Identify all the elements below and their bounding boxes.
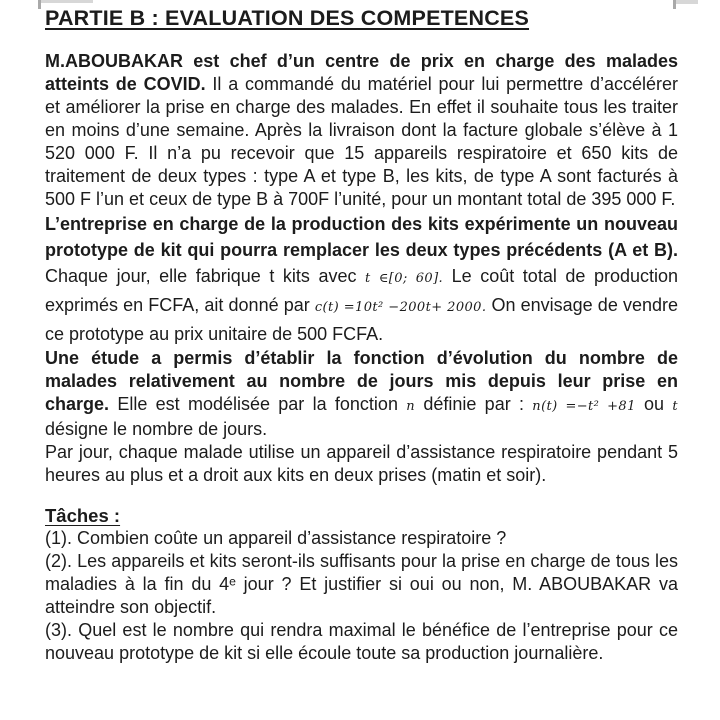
section-title: PARTIE B : EVALUATION DES COMPETENCES [45, 6, 530, 30]
formula-cost-function: c(t) =10t² −200t+ 2000. [314, 300, 487, 315]
study-body-3: ou [635, 394, 673, 414]
variable-n: n [406, 399, 416, 414]
paragraph-study [45, 347, 678, 441]
task-item-1 [45, 527, 678, 550]
intro-bold-lead: M.ABOUBAKAR est chef d’un centre de prix en charge des malades atteints de COVID. [45, 51, 678, 94]
intro-body: Il a commandé du matériel pour lui permettre d’accélérer et améliorer la prise en charge des malades. En effet il souhaite tous les traiter en moins d’une semaine. Après la livraison dont la facture globale s’élève à 1 520 000 F. Il n’a pu recevoir que 15 appareils respiratoire et 650 kits de traitement de deux types : type A et type B, les kits, de type A sont facturés à 500 F l’un et ceux de type B à 700F l’unité, pour un montant total de 395 000 F. [45, 74, 678, 209]
table-border-fragment-left [38, 0, 93, 3]
paragraph-usage [45, 441, 678, 487]
study-body-2: définie par : [415, 394, 533, 414]
study-body-1: Elle est modélisée par la fonction [109, 394, 407, 414]
prototype-body-2: Le coût total de production exprimés en FCFA, ait donné par [45, 266, 679, 315]
prototype-bold-lead: L’entreprise en charge de la production des kits expérimente un nouveau prototype de kit qui pourra remplacer les deux types précédents (A et B). [45, 214, 678, 260]
table-border-fragment-right [673, 0, 698, 4]
formula-patients-function: n(t) =−t² +81 [532, 399, 636, 414]
task-3-text: (3). Quel est le nombre qui rendra maximal le bénéfice de l’entreprise pour ce nouveau prototype de kit si elle écoule toute sa production journalière. [45, 620, 678, 663]
usage-body: Par jour, chaque malade utilise un appareil d’assistance respiratoire pendant 5 heures au plus et a droit aux kits en deux prises (matin et soir). [45, 442, 678, 485]
task-1-text: (1). Combien coûte un appareil d’assistance respiratoire ? [45, 528, 507, 548]
paragraph-prototype [45, 211, 678, 347]
prototype-body-3: On envisage de vendre ce prototype au prix unitaire de 500 FCFA. [45, 295, 678, 344]
study-body-4: désigne le nombre de jours. [45, 419, 268, 439]
task-2-text: (2). Les appareils et kits seront-ils suffisants pour la prise en charge de tous les maladies à la fin du 4ᵉ jour ? Et justifier si oui ou non, M. ABOUBAKAR va atteindre son objectif. [45, 551, 678, 617]
study-bold-lead: Une étude a permis d’établir la fonction d’évolution du nombre de malades relativement au nombre de jours mis depuis leur prise en charge. [45, 348, 678, 414]
prototype-body-1: Chaque jour, elle fabrique t kits avec [45, 266, 366, 286]
paragraph-intro [45, 50, 678, 211]
task-item-2 [45, 550, 678, 619]
table-border-tick-left [38, 0, 41, 9]
tasks-heading: Tâches : [45, 505, 121, 526]
formula-domain: t ∈[0; 60]. [365, 271, 444, 286]
variable-t: t [672, 399, 678, 414]
task-item-3 [45, 619, 678, 665]
table-border-tick-right [673, 0, 676, 9]
